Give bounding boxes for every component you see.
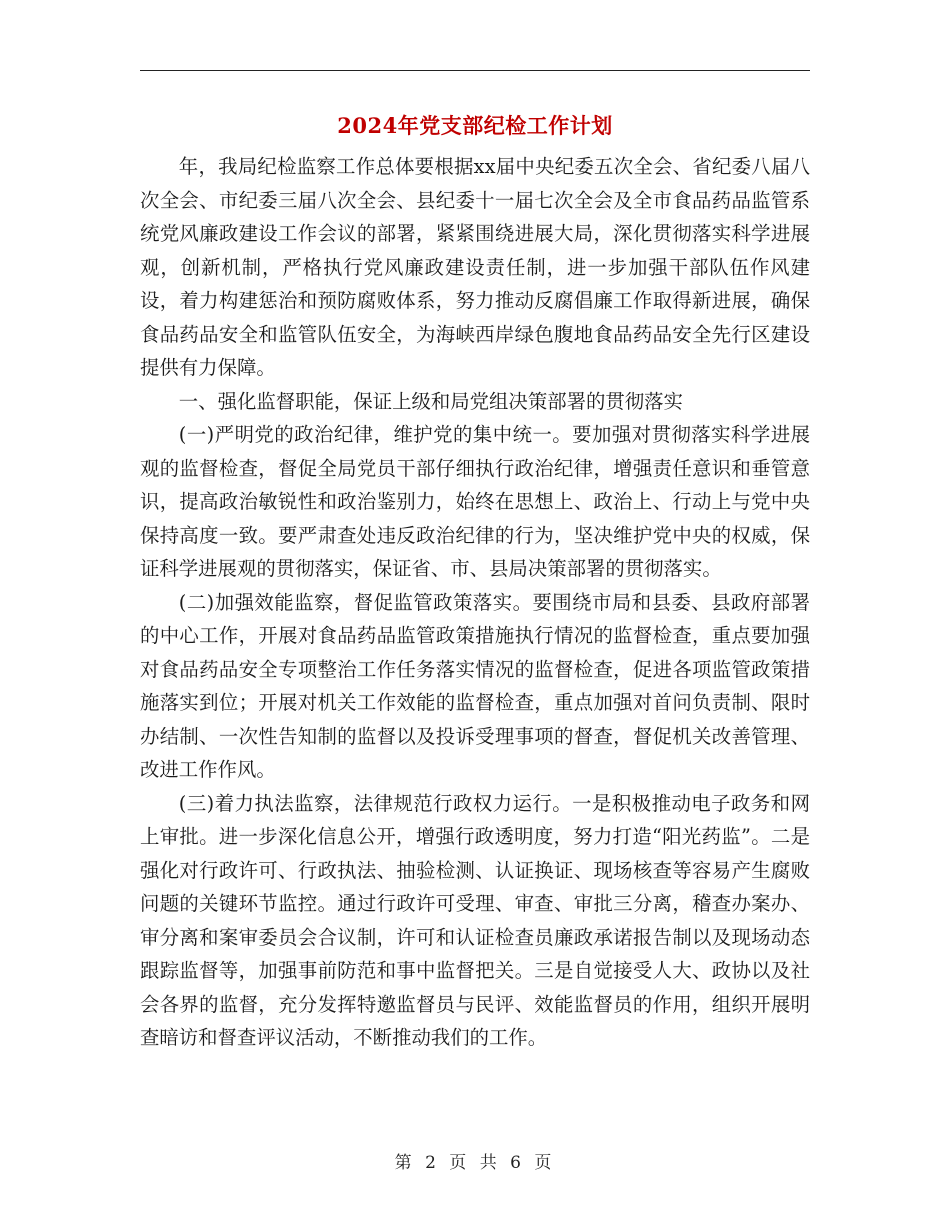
section-heading-1: 一、强化监督职能，保证上级和局党组决策部署的贯彻落实 [178,389,683,413]
subsection-paragraph-3: (三)着力执法监察，法律规范行政权力运行。一是积极推动电子政务和网上审批。进一步深化信息公开，增强行政透明度，努力打造“阳光药监”。二是强化对行政许可、行政执法、抽验检测、认证换证、现场核查等容易产生腐败问题的关键环节监控。通过行政许可受理、审查、审批三分离，稽查办案办、审分离和案审委员会合议制，许可和认证检查员廉政承诺报告制以及现场动态跟踪监督等，加强事前防范和事中监督把关。三是自觉接受人大、政协以及社会各界的监督，充分发挥特邀监督员与民评、效能监督员的作用，组织开展明查暗访和督查评议活动，不断推动我们的工作。 [140,791,810,1049]
page-number: 第 2 页 共 6 页 [394,1153,556,1173]
document-body [140,150,810,1055]
intro-paragraph: 年，我局纪检监察工作总体要根据xx届中央纪委五次全会、省纪委八届八次全会、市纪委三届八次全会、县纪委十一届七次全会及全市食品药品监管系统党风廉政建设工作会议的部署，紧紧围绕进展大局，深化贯彻落实科学进展观，创新机制，严格执行党风廉政建设责任制，进一步加强干部队伍作风建设，着力构建惩治和预防腐败体系，努力推动反腐倡廉工作取得新进展，确保食品药品安全和监管队伍安全，为海峡西岸绿色腹地食品药品安全先行区建设提供有力保障。 [140,155,810,379]
subsection-paragraph-1: (一)严明党的政治纪律，维护党的集中统一。要加强对贯彻落实科学进展观的监督检查，督促全局党员干部仔细执行政治纪律，增强责任意识和垂管意识，提高政治敏锐性和政治鉴别力，始终在思想上、政治上、行动上与党中央保持高度一致。要严肃查处违反政治纪律的行为，坚决维护党中央的权威，保证科学进展观的贯彻落实，保证省、市、县局决策部署的贯彻落实。 [140,423,810,580]
header-rule [140,70,810,71]
document-title: 2024年党支部纪检工作计划 [337,113,613,138]
subsection-paragraph-2: (二)加强效能监察，督促监管政策落实。要围绕市局和县委、县政府部署的中心工作，开展对食品药品监管政策措施执行情况的监督检查，重点要加强对食品药品安全专项整治工作任务落实情况的监督检查，促进各项监管政策措施落实到位；开展对机关工作效能的监督检查，重点加强对首问负责制、限时办结制、一次性告知制的监督以及投诉受理事项的督查，督促机关改善管理、改进工作作风。 [140,590,810,781]
